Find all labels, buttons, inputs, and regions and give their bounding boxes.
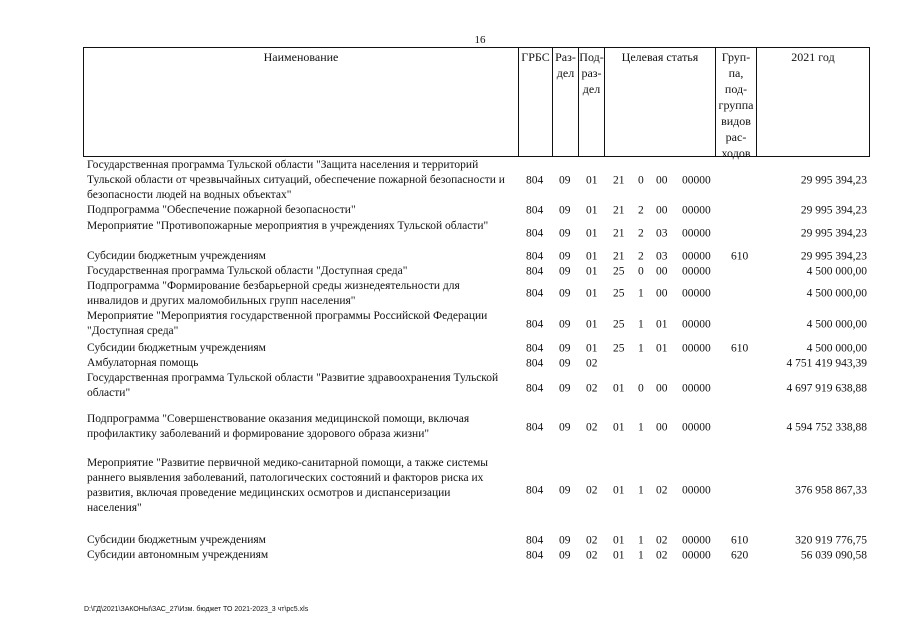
row-subprogram-code: 1 (638, 342, 644, 354)
table-row (0, 264, 905, 279)
row-podrazdel: 01 (586, 265, 598, 277)
row-program-code: 21 (613, 250, 625, 262)
row-name: Субсидии автономным учреждениям (87, 549, 269, 561)
footer-file-path: D:\ГД\2021\ЗАКОНЫ\ЗАС_27\Изм. бюджет ТО 2021-2023_3 чт\рс5.xls (84, 606, 309, 613)
page-number: 16 (474, 34, 486, 46)
row-razdel: 09 (559, 250, 571, 262)
row-direction-code: 00000 (682, 250, 711, 262)
row-amount: 376 958 867,33 (795, 484, 867, 496)
row-program-code: 01 (613, 382, 625, 395)
row-amount: 320 919 776,75 (795, 534, 867, 546)
row-razdel: 09 (559, 174, 571, 186)
row-razdel: 09 (559, 227, 571, 240)
row-program-code: 25 (613, 287, 625, 300)
row-program-code: 01 (613, 484, 625, 496)
row-name: Подпрограмма "Формирование безбарьерной среды жизнедеятельности для инвалидов и других маломобильных групп населения" (87, 280, 460, 307)
row-event-code: 00 (656, 382, 668, 395)
row-amount: 4 594 752 338,88 (786, 421, 867, 433)
row-event-code: 02 (656, 484, 668, 496)
row-razdel: 09 (559, 484, 571, 496)
row-direction-code: 00000 (682, 382, 711, 395)
row-direction-code: 00000 (682, 549, 711, 561)
row-amount: 4 500 000,00 (806, 318, 867, 331)
row-grbs: 804 (526, 342, 544, 354)
table-row (0, 533, 905, 548)
row-podrazdel: 02 (586, 421, 598, 433)
row-amount: 4 697 919 638,88 (786, 382, 867, 395)
row-event-code: 00 (656, 174, 668, 186)
row-direction-code: 00000 (682, 318, 711, 331)
row-direction-code: 00000 (682, 421, 711, 433)
row-podrazdel: 02 (586, 382, 598, 395)
row-podrazdel: 01 (586, 204, 598, 217)
header-podrazdel: Под- раз- дел (579, 48, 605, 156)
row-subprogram-code: 1 (638, 421, 644, 433)
row-event-code: 02 (656, 534, 668, 546)
header-grbs: ГРБС (519, 48, 553, 156)
table-row (0, 341, 905, 356)
row-razdel: 09 (559, 342, 571, 354)
row-podrazdel: 02 (586, 357, 598, 369)
row-subprogram-code: 0 (638, 174, 644, 186)
row-razdel: 09 (559, 287, 571, 300)
row-subprogram-code: 2 (638, 204, 644, 217)
table-row (0, 356, 905, 371)
row-direction-code: 00000 (682, 174, 711, 186)
row-grbs: 804 (526, 382, 544, 395)
row-subprogram-code: 1 (638, 318, 644, 331)
table-row (0, 448, 905, 533)
row-event-code: 00 (656, 204, 668, 217)
row-subprogram-code: 0 (638, 382, 644, 395)
row-name: Мероприятие "Развитие первичной медико-санитарной помощи, а также системы раннего выявления заболеваний, патологических состояний и факторов риска их развития, включая проведение медицинских осмотров и диспансеризации населения" (87, 457, 488, 514)
row-podrazdel: 01 (586, 342, 598, 354)
table-row (0, 219, 905, 249)
row-program-code: 21 (613, 174, 625, 186)
row-expense-group: 610 (731, 342, 749, 354)
row-direction-code: 00000 (682, 227, 711, 240)
row-event-code: 03 (656, 250, 668, 262)
row-name: Государственная программа Тульской области "Развитие здравоохранения Тульской области" (87, 372, 499, 399)
row-subprogram-code: 1 (638, 534, 644, 546)
row-direction-code: 00000 (682, 342, 711, 354)
row-podrazdel: 02 (586, 534, 598, 546)
row-name: Государственная программа Тульской области "Доступная среда" (87, 265, 408, 277)
row-program-code: 21 (613, 227, 625, 240)
row-event-code: 02 (656, 549, 668, 561)
row-program-code: 25 (613, 318, 625, 331)
table-body (0, 158, 905, 563)
table-row (0, 249, 905, 264)
row-amount: 4 500 000,00 (806, 265, 867, 277)
row-razdel: 09 (559, 421, 571, 433)
row-event-code: 00 (656, 265, 668, 277)
row-amount: 4 500 000,00 (806, 342, 867, 354)
row-podrazdel: 01 (586, 174, 598, 186)
header-name: Наименование (84, 48, 519, 156)
header-razdel: Раз- дел (553, 48, 579, 156)
row-razdel: 09 (559, 549, 571, 561)
row-name: Государственная программа Тульской области "Защита населения и территорий Тульской области от чрезвычайных ситуаций, обеспечение пожарной безопасности и безопасности людей на водных объектах" (87, 159, 505, 201)
row-grbs: 804 (526, 549, 544, 561)
row-program-code: 25 (613, 342, 625, 354)
row-name: Субсидии бюджетным учреждениям (87, 250, 266, 262)
row-grbs: 804 (526, 204, 544, 217)
row-event-code: 03 (656, 227, 668, 240)
table-row (0, 371, 905, 407)
row-amount: 56 039 090,58 (800, 549, 867, 561)
header-gruppa-vidov-rashodov: Груп- па, под- группа видов рас- ходов (716, 48, 757, 156)
row-subprogram-code: 1 (638, 484, 644, 496)
row-subprogram-code: 1 (638, 549, 644, 561)
row-amount: 29 995 394,23 (800, 250, 867, 262)
row-direction-code: 00000 (682, 265, 711, 277)
row-grbs: 804 (526, 534, 544, 546)
row-name: Субсидии бюджетным учреждениям (87, 534, 266, 546)
row-event-code: 00 (656, 421, 668, 433)
row-amount: 29 995 394,23 (800, 227, 867, 240)
header-year: 2021 год (791, 50, 835, 64)
row-program-code: 21 (613, 204, 625, 217)
row-expense-group: 620 (731, 549, 749, 561)
row-amount: 29 995 394,23 (800, 204, 867, 217)
row-podrazdel: 01 (586, 227, 598, 240)
row-direction-code: 00000 (682, 204, 711, 217)
row-program-code: 25 (613, 265, 625, 277)
row-name: Мероприятие "Мероприятия государственной программы Российской Федерации "Доступная среда" (87, 310, 488, 337)
table-row (0, 158, 905, 203)
table-row (0, 548, 905, 563)
row-name: Подпрограмма "Совершенствование оказания медицинской помощи, включая профилактику заболеваний и формирование здорового образа жизни" (87, 413, 470, 440)
row-podrazdel: 01 (586, 287, 598, 300)
row-program-code: 01 (613, 421, 625, 433)
header-celevaya-statya: Целевая статья (605, 48, 716, 156)
row-grbs: 804 (526, 287, 544, 300)
row-razdel: 09 (559, 204, 571, 217)
table-row (0, 309, 905, 341)
row-direction-code: 00000 (682, 484, 711, 496)
row-expense-group: 610 (731, 250, 749, 262)
row-razdel: 09 (559, 318, 571, 331)
table-header (83, 47, 870, 160)
row-razdel: 09 (559, 534, 571, 546)
row-razdel: 09 (559, 357, 571, 369)
row-grbs: 804 (526, 421, 544, 433)
row-grbs: 804 (526, 265, 544, 277)
row-name: Мероприятие "Противопожарные мероприятия в учреждениях Тульской области" (87, 220, 489, 232)
row-subprogram-code: 0 (638, 265, 644, 277)
row-podrazdel: 02 (586, 484, 598, 496)
row-program-code: 01 (613, 534, 625, 546)
row-subprogram-code: 1 (638, 287, 644, 300)
row-event-code: 00 (656, 287, 668, 300)
row-amount: 29 995 394,23 (800, 174, 867, 186)
table-row (0, 279, 905, 309)
row-program-code: 01 (613, 549, 625, 561)
row-grbs: 804 (526, 484, 544, 496)
row-podrazdel: 01 (586, 250, 598, 262)
row-razdel: 09 (559, 382, 571, 395)
row-grbs: 804 (526, 357, 544, 369)
row-podrazdel: 02 (586, 549, 598, 561)
row-name: Субсидии бюджетным учреждениям (87, 342, 266, 354)
table-row (0, 407, 905, 448)
table-row (0, 203, 905, 219)
row-grbs: 804 (526, 318, 544, 331)
row-grbs: 804 (526, 227, 544, 240)
row-amount: 4 751 419 943,39 (786, 357, 867, 369)
row-grbs: 804 (526, 250, 544, 262)
row-event-code: 01 (656, 342, 668, 354)
row-subprogram-code: 2 (638, 250, 644, 262)
row-subprogram-code: 2 (638, 227, 644, 240)
row-event-code: 01 (656, 318, 668, 331)
row-direction-code: 00000 (682, 287, 711, 300)
row-razdel: 09 (559, 265, 571, 277)
row-podrazdel: 01 (586, 318, 598, 331)
row-name: Амбулаторная помощь (87, 357, 199, 369)
row-direction-code: 00000 (682, 534, 711, 546)
row-grbs: 804 (526, 174, 544, 186)
row-expense-group: 610 (731, 534, 749, 546)
row-name: Подпрограмма "Обеспечение пожарной безопасности" (87, 204, 356, 216)
row-amount: 4 500 000,00 (806, 287, 867, 300)
